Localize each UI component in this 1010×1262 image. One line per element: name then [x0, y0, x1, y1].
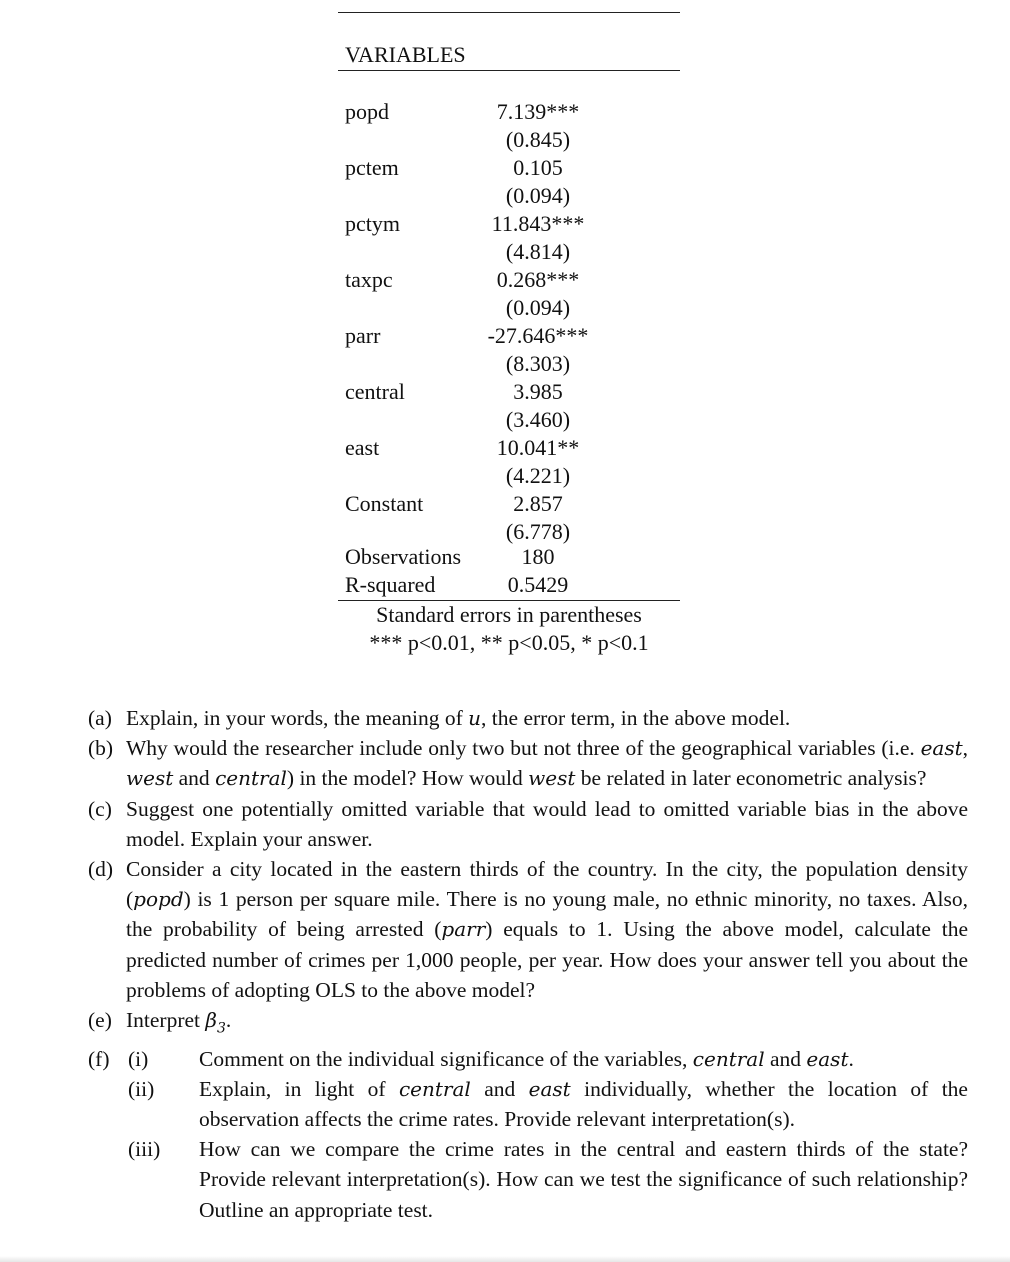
- question-a: [88, 703, 968, 733]
- table-header-rule: [338, 70, 680, 71]
- question-d: [88, 854, 968, 1005]
- question-marker: (f): [88, 1046, 110, 1071]
- observations-row: [338, 543, 680, 571]
- coefficient: 7.139***: [496, 99, 580, 124]
- question-text: Explain, in light of central and east individually, whether the location of the observation affects the crime rates. Provide relevant interpretation(s).: [199, 1076, 968, 1131]
- rsquared-label: R-squared: [345, 572, 436, 597]
- coefficient: 3.985: [513, 379, 563, 404]
- standard-error: (6.778): [505, 519, 571, 544]
- subquestion-marker: (i): [128, 1046, 149, 1071]
- question-marker: (d): [88, 857, 114, 882]
- coefficient: 11.843***: [491, 211, 585, 236]
- coefficient: 10.041**: [496, 435, 580, 460]
- question-marker: (a): [88, 706, 112, 730]
- observations-value: 180: [521, 544, 555, 569]
- table-row: [338, 378, 680, 406]
- table-row: [338, 182, 680, 210]
- table-row: [338, 406, 680, 434]
- standard-error: (0.845): [505, 127, 571, 152]
- table-row: [338, 462, 680, 490]
- subquestion-marker: (ii): [128, 1076, 155, 1101]
- standard-error: (0.094): [505, 295, 571, 320]
- question-marker: (e): [88, 1008, 112, 1033]
- question-b: [88, 733, 968, 793]
- table-row: [338, 126, 680, 154]
- table-row: [338, 210, 680, 238]
- variable-label: central: [345, 379, 405, 404]
- question-text: Suggest one potentially omitted variable that would lead to omitted variable bias in the above model. Explain your answer.: [126, 796, 968, 851]
- variable-label: popd: [345, 99, 389, 124]
- rsquared-value: 0.5429: [507, 572, 569, 597]
- coefficient: 0.268***: [496, 267, 580, 292]
- question-c: [88, 794, 968, 854]
- table-row: [338, 294, 680, 322]
- question-text: Interpret $\beta_3$.: [126, 1008, 232, 1037]
- table-note-se: Standard errors in parentheses: [376, 602, 642, 627]
- standard-error: (4.221): [505, 463, 571, 488]
- variable-label: east: [345, 435, 380, 460]
- question-text: Explain, in your words, the meaning of u, the error term, in the above model.: [126, 706, 791, 730]
- variable-label: taxpc: [345, 267, 393, 292]
- table-row: [338, 518, 680, 546]
- table-top-rule: [338, 12, 680, 13]
- observations-label: Observations: [345, 544, 462, 569]
- variable-label: pctem: [345, 155, 399, 180]
- question-f-iii: [88, 1134, 968, 1225]
- table-note-significance: *** p<0.01, ** p<0.05, * p<0.1: [369, 630, 649, 655]
- question-list: [88, 703, 968, 1225]
- table-header: VARIABLES: [345, 42, 466, 67]
- question-text: Why would the researcher include only two but not three of the geographical variables (i.e. east, west and central) in the model? How would west be related in later econometric analysis?: [126, 736, 968, 791]
- table-row: [338, 434, 680, 462]
- coefficient: 0.105: [513, 155, 563, 180]
- question-text: Consider a city located in the eastern thirds of the country. In the city, the population density (popd) is 1 person per square mile. There is no young male, no ethnic minority, no taxes. Also, the probability of being arrested (parr) equals to 1. Using the above model, calculate the predicted number of crimes per 1,000 people, per year. How does your answer tell you about the problems of adopting OLS to the above model?: [126, 857, 968, 1002]
- variable-label: pctym: [345, 211, 400, 236]
- question-e: [88, 1005, 968, 1044]
- standard-error: (8.303): [505, 351, 571, 376]
- table-row: [338, 154, 680, 182]
- coefficient: 2.857: [513, 491, 563, 516]
- table-row: [338, 98, 680, 126]
- standard-error: (4.814): [505, 239, 571, 264]
- table-row: [338, 238, 680, 266]
- question-marker: (b): [88, 736, 114, 761]
- coefficient: -27.646***: [487, 323, 589, 348]
- question-text: How can we compare the crime rates in the central and eastern thirds of the state? Provide relevant interpretation(s). How can we test the significance of such relationship? Outline an appropriate test.: [199, 1137, 968, 1222]
- table-row: [338, 490, 680, 518]
- table-row: [338, 322, 680, 350]
- question-text: Comment on the individual significance of the variables, central and east.: [199, 1046, 854, 1071]
- subquestion-marker: (iii): [128, 1137, 161, 1162]
- question-f-i: [88, 1044, 968, 1074]
- table-row: [338, 266, 680, 294]
- question-f-ii: [88, 1074, 968, 1134]
- standard-error: (0.094): [505, 183, 571, 208]
- bottom-edge-shadow: [0, 1256, 1010, 1262]
- table-row: [338, 350, 680, 378]
- standard-error: (3.460): [505, 407, 571, 432]
- rsquared-row: [338, 571, 680, 599]
- question-marker: (c): [88, 796, 112, 821]
- variable-label: Constant: [345, 491, 424, 516]
- variable-label: parr: [345, 323, 381, 348]
